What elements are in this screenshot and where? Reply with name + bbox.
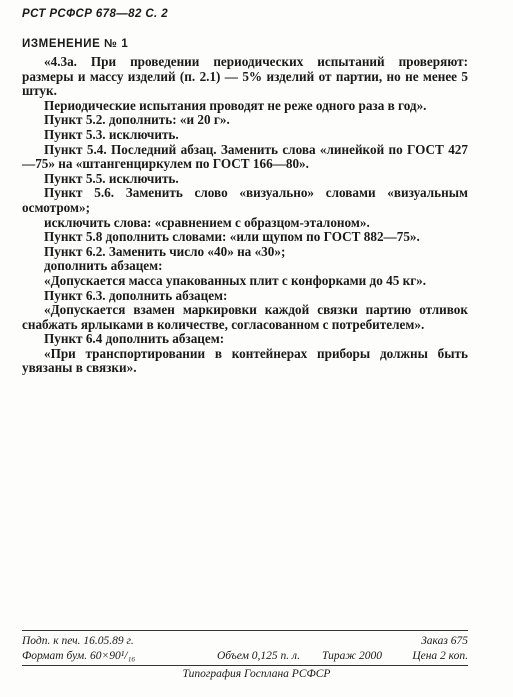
document-body <box>22 55 468 376</box>
paragraph: Пункт 5.3. исключить. <box>44 126 179 142</box>
change-title: ИЗМЕНЕНИЕ № 1 <box>22 38 129 50</box>
printing-house: Типография Госплана РСФСР <box>182 668 331 680</box>
print-run: Тираж 2000 <box>322 650 382 662</box>
paragraph: Пункт 6.4 дополнить абзацем: <box>44 331 225 347</box>
paragraph: Пункт 5.5. исключить. <box>44 170 179 186</box>
paragraph: Пункт 6.2. Заменить число «40» на «30»; <box>44 243 286 259</box>
paragraph: Пункт 5.8 дополнить словами: «или щупом по ГОСТ 882—75». <box>44 229 420 245</box>
order-number: Заказ 675 <box>421 635 468 647</box>
paragraph: Пункт 5.6. Заменить слово «визуально» словами «визуальным осмотром»; <box>22 185 468 215</box>
print-volume: Объем 0,125 п. л. <box>217 650 300 662</box>
paragraph: «Допускается взамен маркировки каждой связки партию отливок снабжать ярлыками в количестве, согласованном с потребителем». <box>22 302 468 332</box>
paragraph: Периодические испытания проводят не реже одного раза в год». <box>44 97 427 113</box>
paragraph: «Допускается масса упакованных плит с конфорками до 45 кг». <box>44 272 427 288</box>
paragraph: Пункт 5.2. дополнить: «и 20 г». <box>44 112 230 128</box>
paper-format: Формат бум. 60×90¹/₁₆ <box>22 650 136 662</box>
signed-date: Подп. к печ. 16.05.89 г. <box>22 635 134 647</box>
imprint-footer <box>22 630 468 664</box>
price: Цена 2 коп. <box>412 650 468 662</box>
paragraph: «4.3а. При проведении периодических испытаний проверяют: размеры и массу изделий (п. 2.1) — 5% изделий от партии, но не менее 5 штук. <box>22 54 468 99</box>
paragraph: Пункт 6.3. дополнить абзацем: <box>44 287 228 303</box>
paragraph: Пункт 5.4. Последний абзац. Заменить слова «линейкой по ГОСТ 427—75» на «штангенциркулем по ГОСТ 166—80». <box>22 141 468 172</box>
footer-divider <box>22 665 468 666</box>
paragraph: исключить слова: «сравнением с образцом-эталоном». <box>44 214 370 230</box>
paragraph: дополнить абзацем: <box>44 258 163 274</box>
paragraph: «При транспортировании в контейнерах приборы должны быть увязаны в связки». <box>22 345 468 376</box>
document-header: РСТ РСФСР 678—82 С. 2 <box>22 8 169 20</box>
